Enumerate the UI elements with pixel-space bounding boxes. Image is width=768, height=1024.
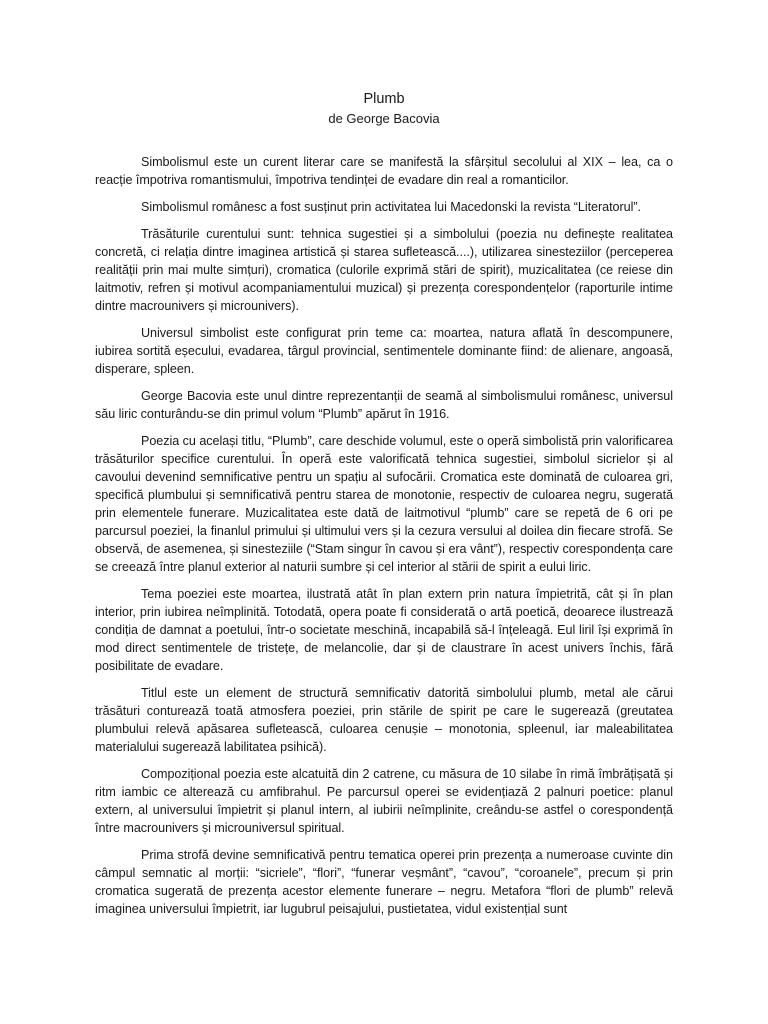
document-subtitle: de George Bacovia (328, 111, 440, 126)
paragraph-7: Tema poeziei este moartea, ilustrată atât în plan extern prin natura împietrită, cât și în plan interior, prin iubirea neîmplinită. Totodată, opera poate fi considerată o artă poetică, deoarece ilustrează condiția de damnat a poetului, într-o societate meschină, incapabilă să-l înțeleagă. Eul liril își exprimă în mod direct sentimentele de tristețe, de melancolie, dar și de claustrare în acest univers închis, fără posibilitate de evadare. (95, 587, 673, 673)
paragraph-5: George Bacovia este unul dintre reprezentanții de seamă al simbolismului românesc, universul său liric conturându-se din primul volum “Plumb” apărut în 1916. (95, 389, 673, 421)
paragraph-10: Prima strofă devine semnificativă pentru tematica operei prin prezența a numeroase cuvinte din câmpul semnatic al morții: “sicriele”, “flori”, “funerar veșmânt”, “cavou”, “coroanele”, precum și prin cromatica sugerată de prezența acestor elemente funerare – negru. Metafora “flori de plumb” relevă imaginea universului împietrit, iar lugubrul peisajului, pustietatea, vidul existențial sunt (95, 848, 673, 916)
paragraph-3: Trăsăturile curentului sunt: tehnica sugestiei și a simbolului (poezia nu definește realitatea concretă, ci relația dintre imaginea artistică și starea sufletească....), utilizarea sinesteziilor (perceperea realității prin mai multe simțuri), cromatica (culorile exprimă stări de spirit), muzicalitatea (ce reiese din laitmotiv, refren și motivul acompaniamentului muzical) și prezența corespondențelor (raporturile intime dintre macrounivers și microunivers). (95, 227, 673, 313)
paragraph-6: Poezia cu același titlu, “Plumb”, care deschide volumul, este o operă simbolistă prin valorificarea trăsăturilor specifice curentului. În operă este valorificată tehnica sugestiei, simbolul sicrielor și al cavoului devenind semnificative pentru un spațiu al sufocării. Cromatica este dominată de culoarea gri, specifică plumbului și semnificativă pentru starea de monotonie, respectiv de culoarea negru, sugerată prin elementele funerare. Muzicalitatea este dată de laitmotivul “plumb” care se repetă de 6 ori pe parcursul poeziei, la finanlul primului și ultimului vers și la cezura versului al doilea din fiecare strofă. Se observă, de asemenea, și sinesteziile (“Stam singur în cavou și era vânt”), respectiv corespondența care se creează între planul exterior al naturii sumbre și cel interior al stării de spirit a eului liric. (95, 434, 673, 574)
paragraph-4: Universul simbolist este configurat prin teme ca: moartea, natura aflată în descompunere, iubirea sortită eșecului, evadarea, târgul provincial, sentimentele dominante fiind: de alienare, angoasă, disperare, spleen. (95, 326, 673, 376)
paragraph-8: Titlul este un element de structură semnificativ datorită simbolului plumb, metal ale cărui trăsături conturează toată atmosfera poeziei, prin stările de spirit pe care le sugerează (greutatea plumbului relevă apăsarea sufletească, culoarea cenușie – monotonia, spleenul, iar maleabilitatea materialului sugerează labilitatea psihică). (95, 686, 673, 754)
paragraph-9: Compozițional poezia este alcatuită din 2 catrene, cu măsura de 10 silabe în rimă îmbrățișată și ritm iambic ce alterează cu amfibrahul. Pe parcursul operei se evidențiază 2 palnuri poetice: planul extern, al universului împietrit și planul intern, al iubirii neîmplinite, creându-se astfel o corespondență între macrounivers și microuniversul spiritual. (95, 767, 673, 835)
paragraph-2: Simbolismul românesc a fost susținut prin activitatea lui Macedonski la revista “Literatorul”. (141, 200, 641, 214)
document-body (95, 153, 673, 918)
document-title: Plumb (363, 91, 405, 107)
paragraph-1: Simbolismul este un curent literar care se manifestă la sfârșitul secolului al XIX – lea, ca o reacție împotriva romantismului, împotriva tendinței de evadare din real a romanticilor. (95, 155, 673, 187)
